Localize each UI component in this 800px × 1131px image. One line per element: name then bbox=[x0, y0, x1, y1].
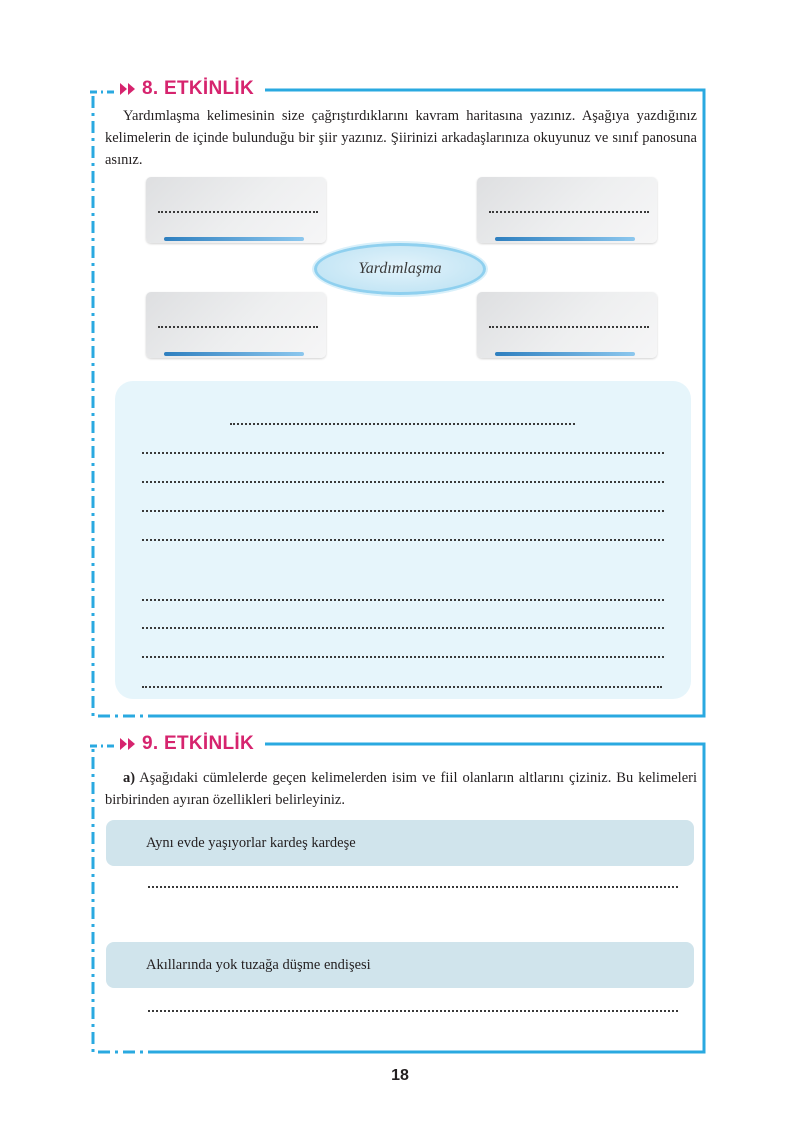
activity-9-title-text: 9. ETKİNLİK bbox=[142, 733, 255, 754]
poem-title-line[interactable] bbox=[230, 423, 575, 425]
activity-8-title bbox=[118, 78, 260, 100]
double-arrow-icon bbox=[120, 738, 136, 750]
answer-line bbox=[158, 211, 318, 213]
activity-8-instruction: Yardımlaşma kelimesinin size çağrıştırdıklarını kavram haritasına yazınız. Aşağıya yazdığınız kelimelerin de içinde bulunduğu bir şiir yazınız. Şiirinizi arkadaşlarınıza okuyunuz ve sınıf panosuna asınız. bbox=[105, 108, 697, 168]
poem-writing-area[interactable] bbox=[115, 381, 691, 699]
part-label: a) bbox=[123, 770, 136, 786]
activity-8-title-text: 8. ETKİNLİK bbox=[142, 78, 255, 99]
answer-line bbox=[489, 326, 649, 328]
activity-9-instruction-text: Aşağıdaki cümlelerde geçen kelimelerden isim ve fiil olanların altlarını çiziniz. Bu kelimeleri birbirinden ayıran özellikleri belirleyiniz. bbox=[105, 770, 697, 808]
answer-line-1[interactable] bbox=[148, 886, 678, 888]
sentence-text: Akıllarında yok tuzağa düşme endişesi bbox=[146, 957, 371, 973]
concept-center-word: Yardımlaşma bbox=[358, 260, 442, 277]
concept-center-oval bbox=[314, 243, 486, 295]
page-number: 18 bbox=[391, 1067, 409, 1084]
double-arrow-icon bbox=[120, 83, 136, 95]
poem-line[interactable] bbox=[142, 599, 664, 601]
card-accent-bar bbox=[164, 352, 304, 356]
answer-line-2[interactable] bbox=[148, 1010, 678, 1012]
activity-9-instruction bbox=[105, 767, 697, 811]
poem-line[interactable] bbox=[142, 510, 664, 512]
concept-card-bottom-left[interactable] bbox=[146, 292, 326, 358]
sentence-text: Aynı evde yaşıyorlar kardeş kardeşe bbox=[146, 835, 356, 851]
answer-line bbox=[489, 211, 649, 213]
poem-line[interactable] bbox=[142, 539, 664, 541]
sentence-box-1 bbox=[106, 820, 694, 866]
poem-line[interactable] bbox=[142, 627, 664, 629]
concept-card-bottom-right[interactable] bbox=[477, 292, 657, 358]
poem-line[interactable] bbox=[142, 656, 664, 658]
card-accent-bar bbox=[495, 352, 635, 356]
poem-line[interactable] bbox=[142, 452, 664, 454]
card-accent-bar bbox=[164, 237, 304, 241]
activity-9-title bbox=[118, 733, 260, 755]
card-accent-bar bbox=[495, 237, 635, 241]
poem-line[interactable] bbox=[142, 481, 664, 483]
answer-line bbox=[158, 326, 318, 328]
sentence-box-2 bbox=[106, 942, 694, 988]
concept-card-top-right[interactable] bbox=[477, 177, 657, 243]
poem-line[interactable] bbox=[142, 686, 662, 688]
concept-card-top-left[interactable] bbox=[146, 177, 326, 243]
